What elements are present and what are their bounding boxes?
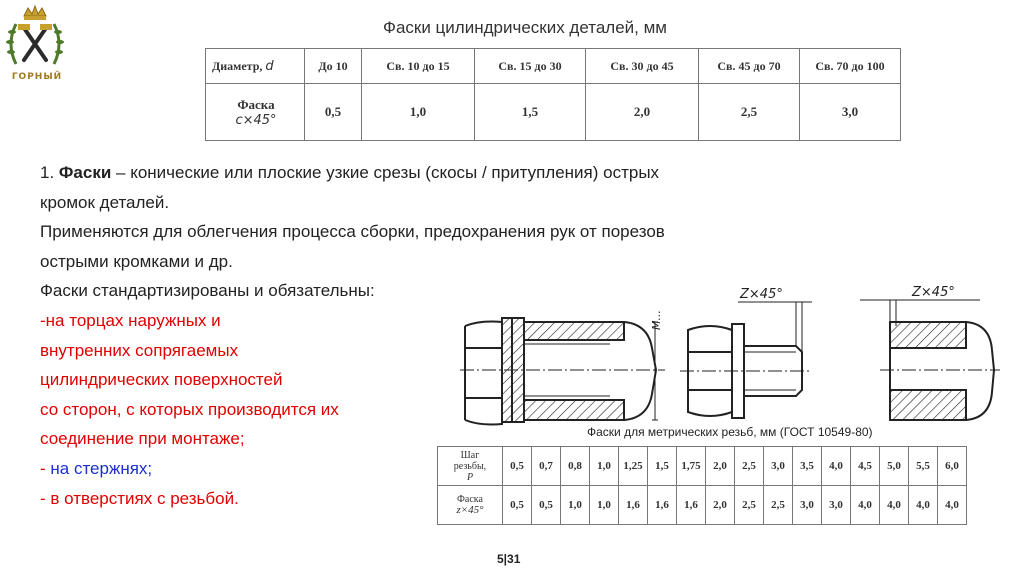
- chamfer-diameter-table: [205, 48, 901, 141]
- row-header-pitch: [438, 447, 503, 486]
- row-header-label: Диаметр,: [212, 58, 263, 73]
- red-text-line: цилиндрических поверхностей: [40, 370, 283, 390]
- row-header-label: резьбы,: [453, 460, 487, 472]
- table-cell: 3,0: [800, 84, 901, 141]
- table-cell: Св. 10 до 15: [362, 49, 475, 84]
- table-cell: 4,5: [851, 447, 880, 486]
- row-header-symbol: P: [466, 471, 474, 483]
- table-cell: 3,0: [764, 447, 793, 486]
- bullet-text: на стержнях;: [50, 458, 153, 478]
- table-cell: 1,6: [648, 486, 677, 525]
- table-cell: 3,0: [822, 486, 851, 525]
- table-cell: 4,0: [938, 486, 967, 525]
- text-line: Применяются для облегчения процесса сборки, предохранения рук от порезов: [40, 222, 665, 242]
- table-cell: 5,0: [880, 447, 909, 486]
- table-cell: 3,5: [793, 447, 822, 486]
- table-cell: 1,0: [590, 447, 619, 486]
- chamfer-drawing: [460, 278, 1000, 426]
- table-cell: 6,0: [938, 447, 967, 486]
- table-cell: 1,0: [561, 486, 590, 525]
- table-cell: 1,25: [619, 447, 648, 486]
- table-row: [438, 447, 967, 486]
- table-cell: 0,5: [503, 486, 532, 525]
- table-cell: 1,0: [362, 84, 475, 141]
- red-text-line: со сторон, с которых производится их: [40, 399, 339, 419]
- table-cell: 1,6: [619, 486, 648, 525]
- text-line: кромок деталей.: [40, 192, 170, 212]
- row-header-diameter: [206, 49, 305, 84]
- row-header-chamfer: [438, 486, 503, 525]
- table-cell: 0,5: [305, 84, 362, 141]
- table-cell: 2,0: [586, 84, 699, 141]
- threaded-hole-drawing: [890, 322, 994, 420]
- bullet-dash: -: [40, 458, 51, 478]
- table-cell: 4,0: [822, 447, 851, 486]
- table-cell: 2,5: [735, 486, 764, 525]
- bullet-text: в отверстиях с резьбой.: [50, 488, 239, 508]
- dim-m-label: M...: [650, 310, 663, 330]
- definition-text: – конические или плоские узкие срезы (скосы / притупления) острых: [111, 163, 660, 182]
- list-number: 1.: [40, 163, 55, 182]
- text-line: острыми кромками и др.: [40, 251, 233, 271]
- table-cell: Св. 45 до 70: [699, 49, 800, 84]
- table-row: [438, 486, 967, 525]
- page-title: [0, 18, 900, 38]
- text-line: [40, 158, 840, 188]
- thread-chamfer-table: [437, 446, 967, 525]
- table-cell: 5,5: [909, 447, 938, 486]
- bolt-with-nut-drawing: [465, 318, 656, 425]
- table-cell: 4,0: [880, 486, 909, 525]
- page-title-text: Фаски цилиндрических деталей, мм: [383, 18, 667, 37]
- table-cell: 2,0: [706, 447, 735, 486]
- table-cell: 2,0: [706, 486, 735, 525]
- table-cell: 3,0: [793, 486, 822, 525]
- text-line: Фаски стандартизированы и обязательны:: [40, 281, 375, 301]
- table-row: [206, 84, 901, 141]
- table-cell: Св. 70 до 100: [800, 49, 901, 84]
- table-cell: 1,0: [590, 486, 619, 525]
- table-cell: Св. 30 до 45: [586, 49, 699, 84]
- row-header-symbol: c×45°: [235, 112, 277, 128]
- row-header-chamfer: [206, 84, 305, 141]
- row-header-symbol: d: [265, 58, 274, 74]
- table-cell: 0,5: [532, 486, 561, 525]
- table-cell: 1,6: [677, 486, 706, 525]
- red-text-line: -на торцах наружных и: [40, 310, 221, 330]
- table-cell: 1,5: [475, 84, 586, 141]
- thread-table-caption: Фаски для метрических резьб, мм (ГОСТ 10549-80): [587, 425, 873, 439]
- table-cell: 0,7: [532, 447, 561, 486]
- table-cell: 1,5: [648, 447, 677, 486]
- term-bold: Фаски: [58, 163, 112, 182]
- table-cell: 1,75: [677, 447, 706, 486]
- page-number: 5|31: [497, 552, 521, 566]
- row-header-label: Фаска: [457, 494, 483, 505]
- table-cell: До 10: [305, 49, 362, 84]
- table-cell: 0,5: [503, 447, 532, 486]
- table-cell: 4,0: [909, 486, 938, 525]
- row-header-label: Фаска: [237, 96, 275, 112]
- logo-text: ГОРНЫЙ: [11, 72, 63, 82]
- row-header-symbol: z×45°: [456, 504, 484, 516]
- table-cell: 2,5: [764, 486, 793, 525]
- z-label-hole: Z×45°: [912, 285, 955, 300]
- table-cell: 0,8: [561, 447, 590, 486]
- red-text-line: внутренних сопрягаемых: [40, 340, 239, 360]
- table-cell: 4,0: [851, 486, 880, 525]
- row-header-label: Шаг: [460, 449, 480, 461]
- z-label-bolt: Z×45°: [740, 287, 783, 302]
- bullet-dash: -: [40, 488, 51, 508]
- table-row: [206, 49, 901, 84]
- table-cell: 2,5: [699, 84, 800, 141]
- red-text-line: соединение при монтаже;: [40, 429, 245, 449]
- table-cell: Св. 15 до 30: [475, 49, 586, 84]
- table-cell: 2,5: [735, 447, 764, 486]
